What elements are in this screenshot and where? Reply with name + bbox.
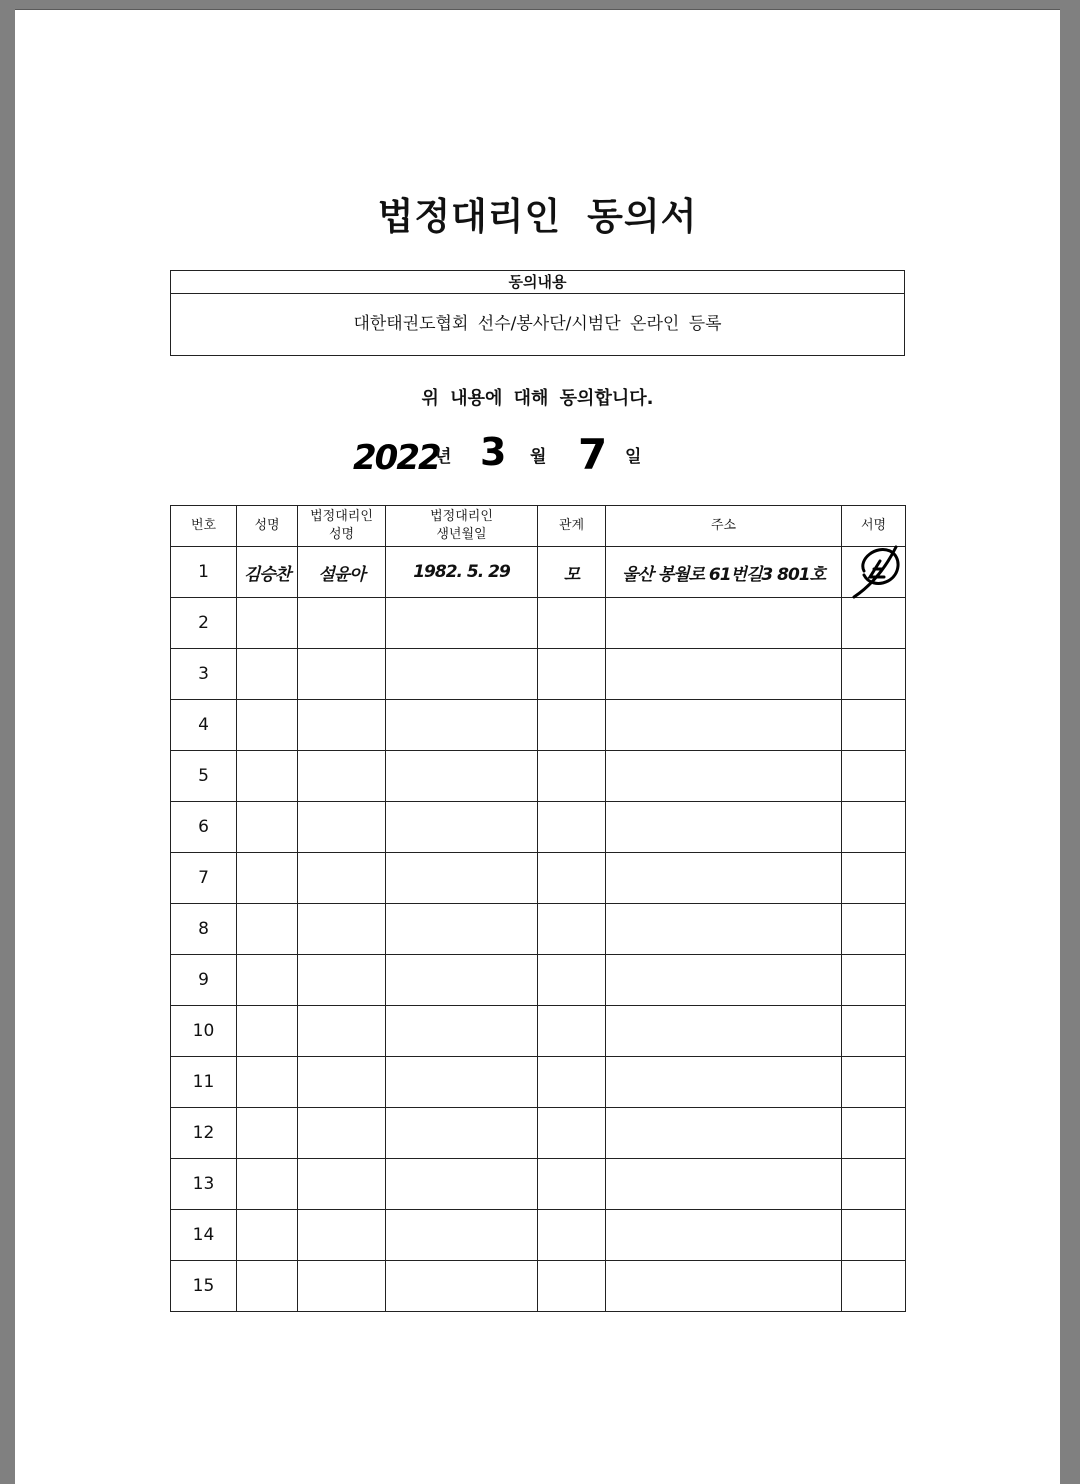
cell-signature [842, 547, 906, 598]
cell-no: 10 [171, 1006, 237, 1057]
cell-relation [538, 598, 606, 649]
document-page [15, 9, 1060, 1484]
header-no: 번호 [171, 506, 237, 547]
cell-relation [538, 700, 606, 751]
table-row [171, 1108, 906, 1159]
cell-name [237, 1159, 298, 1210]
cell-name [237, 649, 298, 700]
cell-no: 4 [171, 700, 237, 751]
consent-header: 동의내용 [171, 271, 904, 294]
cell-no: 1 [171, 547, 237, 598]
cell-address [606, 955, 842, 1006]
cell-signature [842, 1261, 906, 1312]
cell-signature [842, 1108, 906, 1159]
cell-address [606, 598, 842, 649]
cell-relation [538, 955, 606, 1006]
cell-relation [538, 904, 606, 955]
table-header-row [171, 506, 906, 547]
cell-relation [538, 649, 606, 700]
date-year-unit: 년 [435, 447, 452, 467]
cell-no: 15 [171, 1261, 237, 1312]
cell-name [237, 1057, 298, 1108]
cell-no: 14 [171, 1210, 237, 1261]
cell-address [606, 1057, 842, 1108]
cell-address [606, 1006, 842, 1057]
cell-guardian-name [298, 853, 386, 904]
cell-address: 울산 봉월로 61번길3 801호 [606, 547, 842, 598]
cell-guardian-birth [386, 1210, 538, 1261]
cell-name [237, 853, 298, 904]
consent-box [170, 270, 905, 356]
cell-name [237, 955, 298, 1006]
table-row [171, 1006, 906, 1057]
cell-name [237, 802, 298, 853]
cell-guardian-name [298, 1210, 386, 1261]
cell-relation [538, 802, 606, 853]
cell-relation [538, 1108, 606, 1159]
header-guardian-birth: 법정대리인 생년월일 [386, 506, 538, 547]
table-row [171, 700, 906, 751]
cell-guardian-birth [386, 598, 538, 649]
cell-signature [842, 1006, 906, 1057]
cell-relation [538, 1159, 606, 1210]
date-day-unit: 일 [625, 447, 642, 467]
cell-no: 8 [171, 904, 237, 955]
table-row [171, 955, 906, 1006]
header-address: 주소 [606, 506, 842, 547]
cell-address [606, 853, 842, 904]
cell-relation [538, 751, 606, 802]
cell-address [606, 700, 842, 751]
cell-guardian-birth [386, 700, 538, 751]
cell-name: 김승찬 [237, 547, 298, 598]
cell-no: 6 [171, 802, 237, 853]
cell-signature [842, 751, 906, 802]
table-row [171, 853, 906, 904]
header-guardian-name: 법정대리인 성명 [298, 506, 386, 547]
cell-guardian-birth [386, 904, 538, 955]
cell-signature [842, 853, 906, 904]
cell-address [606, 1261, 842, 1312]
table-row [171, 802, 906, 853]
cell-relation [538, 853, 606, 904]
cell-signature [842, 598, 906, 649]
cell-guardian-birth [386, 649, 538, 700]
cell-guardian-birth [386, 1108, 538, 1159]
cell-guardian-name [298, 751, 386, 802]
cell-name [237, 751, 298, 802]
cell-guardian-name [298, 1159, 386, 1210]
date-month-unit: 월 [530, 447, 547, 467]
date-day: 7 [578, 430, 608, 479]
cell-guardian-name [298, 955, 386, 1006]
cell-guardian-name: 설윤아 [298, 547, 386, 598]
cell-guardian-birth [386, 955, 538, 1006]
table-row [171, 649, 906, 700]
signature-mark [850, 541, 906, 603]
cell-relation [538, 1210, 606, 1261]
cell-no: 12 [171, 1108, 237, 1159]
cell-guardian-name [298, 1057, 386, 1108]
cell-guardian-birth [386, 802, 538, 853]
table-row [171, 1261, 906, 1312]
cell-relation [538, 1006, 606, 1057]
cell-relation [538, 1261, 606, 1312]
cell-signature [842, 649, 906, 700]
cell-guardian-birth [386, 1006, 538, 1057]
cell-name [237, 1261, 298, 1312]
agreement-statement: 위 내용에 대해 동의합니다. [421, 388, 654, 409]
date-year: 2022 [353, 438, 440, 478]
cell-guardian-birth [386, 853, 538, 904]
cell-address [606, 1159, 842, 1210]
cell-guardian-birth [386, 1057, 538, 1108]
page-title: 법정대리인 동의서 [377, 195, 698, 238]
cell-guardian-name [298, 1108, 386, 1159]
cell-name [237, 1108, 298, 1159]
table-row [171, 1210, 906, 1261]
cell-signature [842, 1210, 906, 1261]
cell-signature [842, 1057, 906, 1108]
cell-no: 11 [171, 1057, 237, 1108]
table-row [171, 1159, 906, 1210]
table-row [171, 547, 906, 598]
cell-address [606, 1210, 842, 1261]
cell-signature [842, 904, 906, 955]
cell-guardian-name [298, 1006, 386, 1057]
cell-guardian-birth [386, 751, 538, 802]
cell-address [606, 751, 842, 802]
cell-no: 3 [171, 649, 237, 700]
date-row [15, 430, 1060, 500]
cell-name [237, 700, 298, 751]
cell-guardian-name [298, 1261, 386, 1312]
cell-guardian-name [298, 649, 386, 700]
cell-name [237, 598, 298, 649]
cell-address [606, 802, 842, 853]
cell-guardian-birth [386, 1261, 538, 1312]
header-name: 성명 [237, 506, 298, 547]
cell-no: 7 [171, 853, 237, 904]
cell-signature [842, 700, 906, 751]
header-relation: 관계 [538, 506, 606, 547]
date-month: 3 [480, 430, 507, 474]
cell-no: 2 [171, 598, 237, 649]
cell-relation: 모 [538, 547, 606, 598]
cell-no: 9 [171, 955, 237, 1006]
cell-guardian-name [298, 802, 386, 853]
cell-guardian-name [298, 700, 386, 751]
cell-no: 5 [171, 751, 237, 802]
cell-guardian-birth: 1982. 5. 29 [386, 547, 538, 598]
table-row [171, 1057, 906, 1108]
header-signature: 서명 [842, 506, 906, 547]
table-row [171, 904, 906, 955]
cell-name [237, 1006, 298, 1057]
cell-no: 13 [171, 1159, 237, 1210]
cell-name [237, 1210, 298, 1261]
cell-signature [842, 1159, 906, 1210]
cell-signature [842, 955, 906, 1006]
cell-guardian-birth [386, 1159, 538, 1210]
cell-relation [538, 1057, 606, 1108]
cell-address [606, 904, 842, 955]
cell-signature [842, 802, 906, 853]
cell-guardian-name [298, 904, 386, 955]
cell-guardian-name [298, 598, 386, 649]
cell-address [606, 649, 842, 700]
cell-name [237, 904, 298, 955]
registration-table [170, 505, 906, 1312]
table-row [171, 751, 906, 802]
table-row [171, 598, 906, 649]
consent-body: 대한태권도협회 선수/봉사단/시범단 온라인 등록 [353, 314, 722, 334]
cell-address [606, 1108, 842, 1159]
